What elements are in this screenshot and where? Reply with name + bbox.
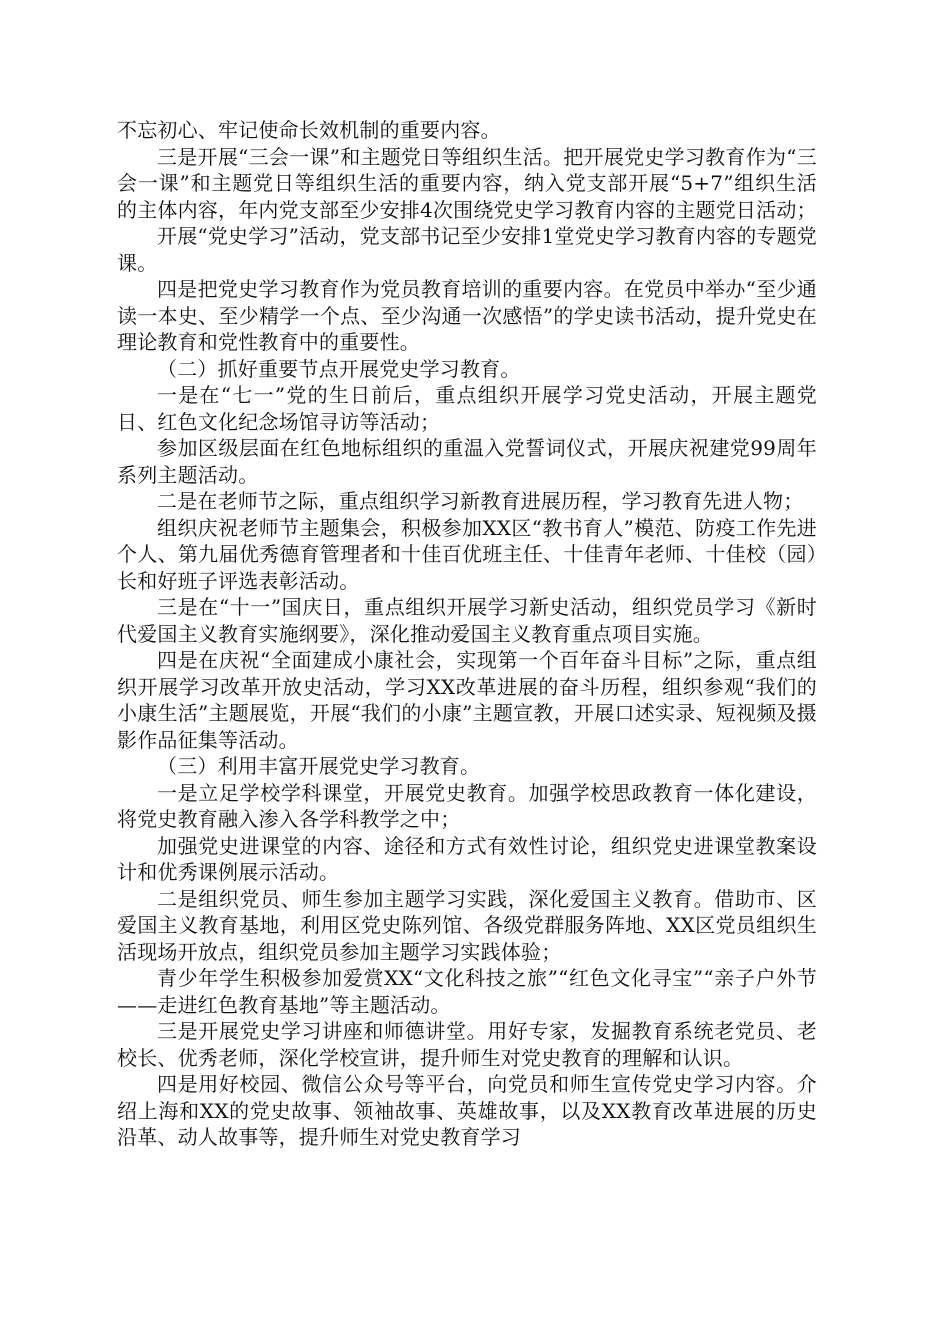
paragraph-7: 参加区级层面在红色地标组织的重温入党誓词仪式，开展庆祝建党99周年系列主题活动。 [117, 436, 817, 487]
paragraph-18: 四是用好校园、微信公众号等平台，向党员和师生宣传党史学习内容。介绍上海和XX的党史故事、领袖故事、英雄故事，以及XX教育改革进展的历史沿革、动人故事等，提升师生对党史教育学习 [117, 1072, 817, 1149]
paragraph-17: 三是开展党史学习讲座和师德讲堂。用好专家，发掘教育系统老党员、老校长、优秀老师，深化学校宣讲，提升师生对党史教育的理解和认识。 [117, 1019, 817, 1070]
paragraph-16: 青少年学生积极参加爱赏XX“文化科技之旅”“红色文化寻宝”“亲子户外节——走进红色教育基地”等主题活动。 [117, 966, 817, 1017]
paragraph-9: 组织庆祝老师节主题集会，积极参加XX区“教书育人”模范、防疫工作先进个人、第九届优秀德育管理者和十佳百优班主任、十佳青年老师、十佳校（园）长和好班子评选表彰活动。 [117, 515, 817, 593]
document-body [117, 117, 817, 1151]
paragraph-10: 三是在“十一”国庆日，重点组织开展学习新史活动，组织党员学习《新时代爱国主义教育实施纲要》，深化推动爱国主义教育重点项目实施。 [117, 595, 817, 646]
paragraph-8: 二是在老师节之际，重点组织学习新教育进展历程，学习教育先进人物； [157, 489, 804, 513]
paragraph-4: 四是把党史学习教育作为党员教育培训的重要内容。在党员中举办“至少通读一本史、至少精学一个点、至少沟通一次感悟”的学史读书活动，提升党史在理论教育和党性教育中的重要性。 [117, 277, 817, 354]
section-heading-3: （三）利用丰富开展党史学习教育。 [157, 754, 481, 778]
paragraph-1: 不忘初心、牢记使命长效机制的重要内容。 [117, 118, 501, 142]
paragraph-14: 加强党史进课堂的内容、途径和方式有效性讨论，组织党史进课堂教案设计和优秀课例展示活动。 [117, 833, 817, 884]
paragraph-6: 一是在“七一”党的生日前后，重点组织开展学习党史活动，开展主题党日、红色文化纪念场馆寻访等活动； [117, 383, 817, 434]
paragraph-13: 一是立足学校学科课堂，开展党史教育。加强学校思政教育一体化建设，将党史教育融入渗入各学科教学之中； [117, 780, 817, 831]
paragraph-3: 开展“党史学习”活动，党支部书记至少安排1堂党史学习教育内容的专题党课。 [117, 224, 817, 275]
paragraph-2: 三是开展“三会一课”和主题党日等组织生活。把开展党史学习教育作为“三会一课”和主题党日等组织生活的重要内容，纳入党支部开展“5+7”组织生活的主体内容，年内党支部至少安排4次围绕党史学习教育内容的主题党日活动； [117, 144, 817, 222]
paragraph-11: 四是在庆祝“全面建成小康社会，实现第一个百年奋斗目标”之际，重点组织开展学习改革开放史活动，学习XX改革进展的奋斗历程，组织参观“我们的小康生活”主题展览，开展“我们的小康”主题宣教，开展口述实录、短视频及摄影作品征集等活动。 [117, 648, 817, 752]
paragraph-15: 二是组织党员、师生参加主题学习实践，深化爱国主义教育。借助市、区爱国主义教育基地，利用区党史陈列馆、各级党群服务阵地、XX区党员组织生活现场开放点，组织党员参加主题学习实践体验； [117, 886, 817, 964]
section-heading-2: （二）抓好重要节点开展党史学习教育。 [157, 356, 521, 381]
